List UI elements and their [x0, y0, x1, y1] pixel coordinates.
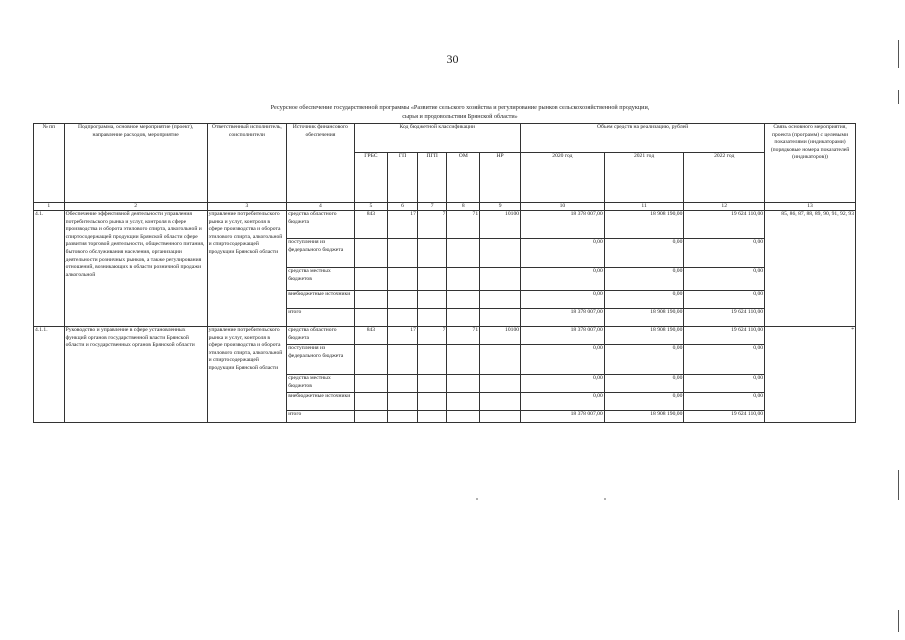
column-numbers-row — [34, 203, 856, 211]
amount-2022: 0,00 — [684, 375, 765, 393]
header-gp: ГП — [388, 153, 418, 203]
code-gp — [388, 239, 418, 268]
header-2020: 2020 год — [521, 153, 605, 203]
amount-2021: 0,00 — [604, 291, 684, 309]
header-volume: Объем средств на реализацию, рублей — [521, 124, 765, 153]
header-2021: 2021 год — [604, 153, 684, 203]
funding-source: внебюджетные источники — [287, 393, 354, 411]
amount-2021: 18 908 190,00 — [604, 411, 684, 423]
code-nr — [480, 309, 521, 327]
amount-2021: 0,00 — [604, 268, 684, 291]
column-number: 5 — [354, 203, 388, 211]
indicator-links: * — [765, 327, 856, 423]
executor: управление потребительского рынка и услуг, контроля в сфере производства и оборота этилового спирта, алкогольной и спиртосодержащей продукции Брянской области — [207, 211, 287, 327]
amount-2022: 0,00 — [684, 291, 765, 309]
scan-edge-mark — [898, 610, 899, 632]
header-name: Подпрограмма, основное мероприятие (проект), направление расходов, мероприятие — [64, 124, 207, 203]
amount-2020: 0,00 — [521, 291, 605, 309]
code-grbs — [354, 345, 388, 375]
funding-source: средства областного бюджета — [287, 211, 354, 239]
amount-2022: 0,00 — [684, 393, 765, 411]
header-num: № пп — [34, 124, 65, 203]
table-row — [34, 211, 856, 239]
amount-2022: 0,00 — [684, 239, 765, 268]
funding-source: итого — [287, 309, 354, 327]
header-row-1 — [34, 124, 856, 153]
code-pgp: 7 — [417, 327, 447, 345]
code-pgp — [417, 239, 447, 268]
amount-2020: 18 378 007,00 — [521, 211, 605, 239]
code-om: 71 — [447, 211, 480, 239]
code-grbs — [354, 309, 388, 327]
amount-2022: 19 624 110,00 — [684, 309, 765, 327]
row-number: 4.1.1. — [34, 327, 65, 423]
column-number: 9 — [480, 203, 521, 211]
funding-source: средства областного бюджета — [287, 327, 354, 345]
executor: управление потребительского рынка и услуг, контроля в сфере производства и оборота этилового спирта, алкогольной и спиртосодержащей продукции Брянской области — [207, 327, 287, 423]
funding-source: внебюджетные источники — [287, 291, 354, 309]
funding-source: поступления из федерального бюджета — [287, 239, 354, 268]
column-number: 2 — [64, 203, 207, 211]
funding-source: итого — [287, 411, 354, 423]
header-2022: 2022 год — [684, 153, 765, 203]
funding-source: средства местных бюджетов — [287, 375, 354, 393]
resource-table — [33, 123, 856, 423]
code-pgp — [417, 309, 447, 327]
amount-2022: 19 624 110,00 — [684, 411, 765, 423]
title-line-1: Ресурсное обеспечение государственной программы «Развитие сельского хозяйства и регулирование рынков сельскохозяйственной продукции, — [270, 104, 650, 111]
code-nr — [480, 268, 521, 291]
header-grbs: ГРБС — [354, 153, 388, 203]
column-number: 12 — [684, 203, 765, 211]
table-body — [34, 211, 856, 423]
column-number: 11 — [604, 203, 684, 211]
code-pgp — [417, 345, 447, 375]
amount-2022: 19 624 110,00 — [684, 211, 765, 239]
code-pgp — [417, 291, 447, 309]
amount-2020: 18 378 007,00 — [521, 327, 605, 345]
amount-2021: 18 908 190,00 — [604, 327, 684, 345]
amount-2020: 0,00 — [521, 393, 605, 411]
amount-2020: 0,00 — [521, 375, 605, 393]
amount-2022: 0,00 — [684, 268, 765, 291]
amount-2020: 0,00 — [521, 268, 605, 291]
table-row — [34, 327, 856, 345]
header-link: Связь основного мероприятия, проекта (программ) с целевыми показателями (индикаторами) (порядковые номера показателей (индикаторов)) — [765, 124, 856, 203]
code-gp — [388, 268, 418, 291]
amount-2021: 0,00 — [604, 393, 684, 411]
column-number: 3 — [207, 203, 287, 211]
code-grbs — [354, 291, 388, 309]
code-nr — [480, 411, 521, 423]
code-grbs: 843 — [354, 327, 388, 345]
scan-edge-mark — [898, 90, 899, 104]
page-number: 30 — [446, 52, 459, 66]
header-executor: Ответственный исполнитель, соисполнители — [207, 124, 287, 203]
code-grbs — [354, 411, 388, 423]
code-om — [447, 268, 480, 291]
code-pgp — [417, 393, 447, 411]
code-om — [447, 291, 480, 309]
scan-edge-mark — [898, 40, 899, 68]
amount-2021: 18 908 190,00 — [604, 211, 684, 239]
code-om — [447, 411, 480, 423]
code-pgp — [417, 268, 447, 291]
document-title — [160, 103, 760, 121]
column-number: 8 — [447, 203, 480, 211]
code-gp: 17 — [388, 211, 418, 239]
header-budget-code: Код бюджетной классификации — [354, 124, 520, 153]
code-nr — [480, 291, 521, 309]
header-nr: НР — [480, 153, 521, 203]
code-nr: 10100 — [480, 211, 521, 239]
code-om — [447, 393, 480, 411]
code-om — [447, 375, 480, 393]
amount-2020: 18 378 007,00 — [521, 309, 605, 327]
code-gp: 17 — [388, 327, 418, 345]
code-grbs — [354, 393, 388, 411]
code-nr: 10100 — [480, 327, 521, 345]
code-nr — [480, 393, 521, 411]
code-pgp: 7 — [417, 211, 447, 239]
code-gp — [388, 375, 418, 393]
code-gp — [388, 411, 418, 423]
code-om: 71 — [447, 327, 480, 345]
title-line-2: сырья и продовольствия Брянской области» — [402, 113, 518, 120]
scan-speck — [476, 498, 478, 500]
code-gp — [388, 309, 418, 327]
header-om: ОМ — [447, 153, 480, 203]
code-pgp — [417, 411, 447, 423]
column-number: 10 — [521, 203, 605, 211]
funding-source: средства местных бюджетов — [287, 268, 354, 291]
indicator-links: 85, 86, 87, 88, 89, 90, 91, 92, 93 — [765, 211, 856, 327]
code-nr — [480, 345, 521, 375]
amount-2021: 0,00 — [604, 239, 684, 268]
code-nr — [480, 375, 521, 393]
code-gp — [388, 393, 418, 411]
column-number: 7 — [417, 203, 447, 211]
code-grbs — [354, 375, 388, 393]
funding-source: поступления из федерального бюджета — [287, 345, 354, 375]
code-om — [447, 309, 480, 327]
amount-2022: 0,00 — [684, 345, 765, 375]
column-number: 1 — [34, 203, 65, 211]
amount-2020: 0,00 — [521, 345, 605, 375]
code-grbs — [354, 268, 388, 291]
scan-edge-mark — [898, 470, 899, 500]
column-number: 4 — [287, 203, 354, 211]
code-grbs — [354, 239, 388, 268]
code-om — [447, 239, 480, 268]
scan-speck — [604, 498, 606, 500]
row-number: 4.1. — [34, 211, 65, 327]
code-om — [447, 345, 480, 375]
amount-2021: 0,00 — [604, 375, 684, 393]
code-nr — [480, 239, 521, 268]
code-gp — [388, 345, 418, 375]
amount-2020: 0,00 — [521, 239, 605, 268]
column-number: 13 — [765, 203, 856, 211]
activity-name: Обеспечение эффективной деятельности управления потребительского рынка и услуг, контроля в сфере производства и оборота этилового спирта, алкогольной и спиртосодержащей продукции Брянской области сфере развития торговой деятельности, общественного питания, бытового обслуживания населения, организации деятельности розничных рынков, а также регулирования отношений, возникающих в области розничной продажи алкогольной — [64, 211, 207, 327]
column-number: 6 — [388, 203, 418, 211]
amount-2022: 19 624 110,00 — [684, 327, 765, 345]
header-source: Источник финансового обеспечения — [287, 124, 354, 203]
amount-2021: 18 908 190,00 — [604, 309, 684, 327]
header-pgp: ПГП — [417, 153, 447, 203]
code-grbs: 843 — [354, 211, 388, 239]
amount-2021: 0,00 — [604, 345, 684, 375]
code-pgp — [417, 375, 447, 393]
code-gp — [388, 291, 418, 309]
amount-2020: 18 378 007,00 — [521, 411, 605, 423]
activity-name: Руководство и управление в сфере установленных функций органов государственной власти Брянской области и государственных органов Брянской области — [64, 327, 207, 423]
